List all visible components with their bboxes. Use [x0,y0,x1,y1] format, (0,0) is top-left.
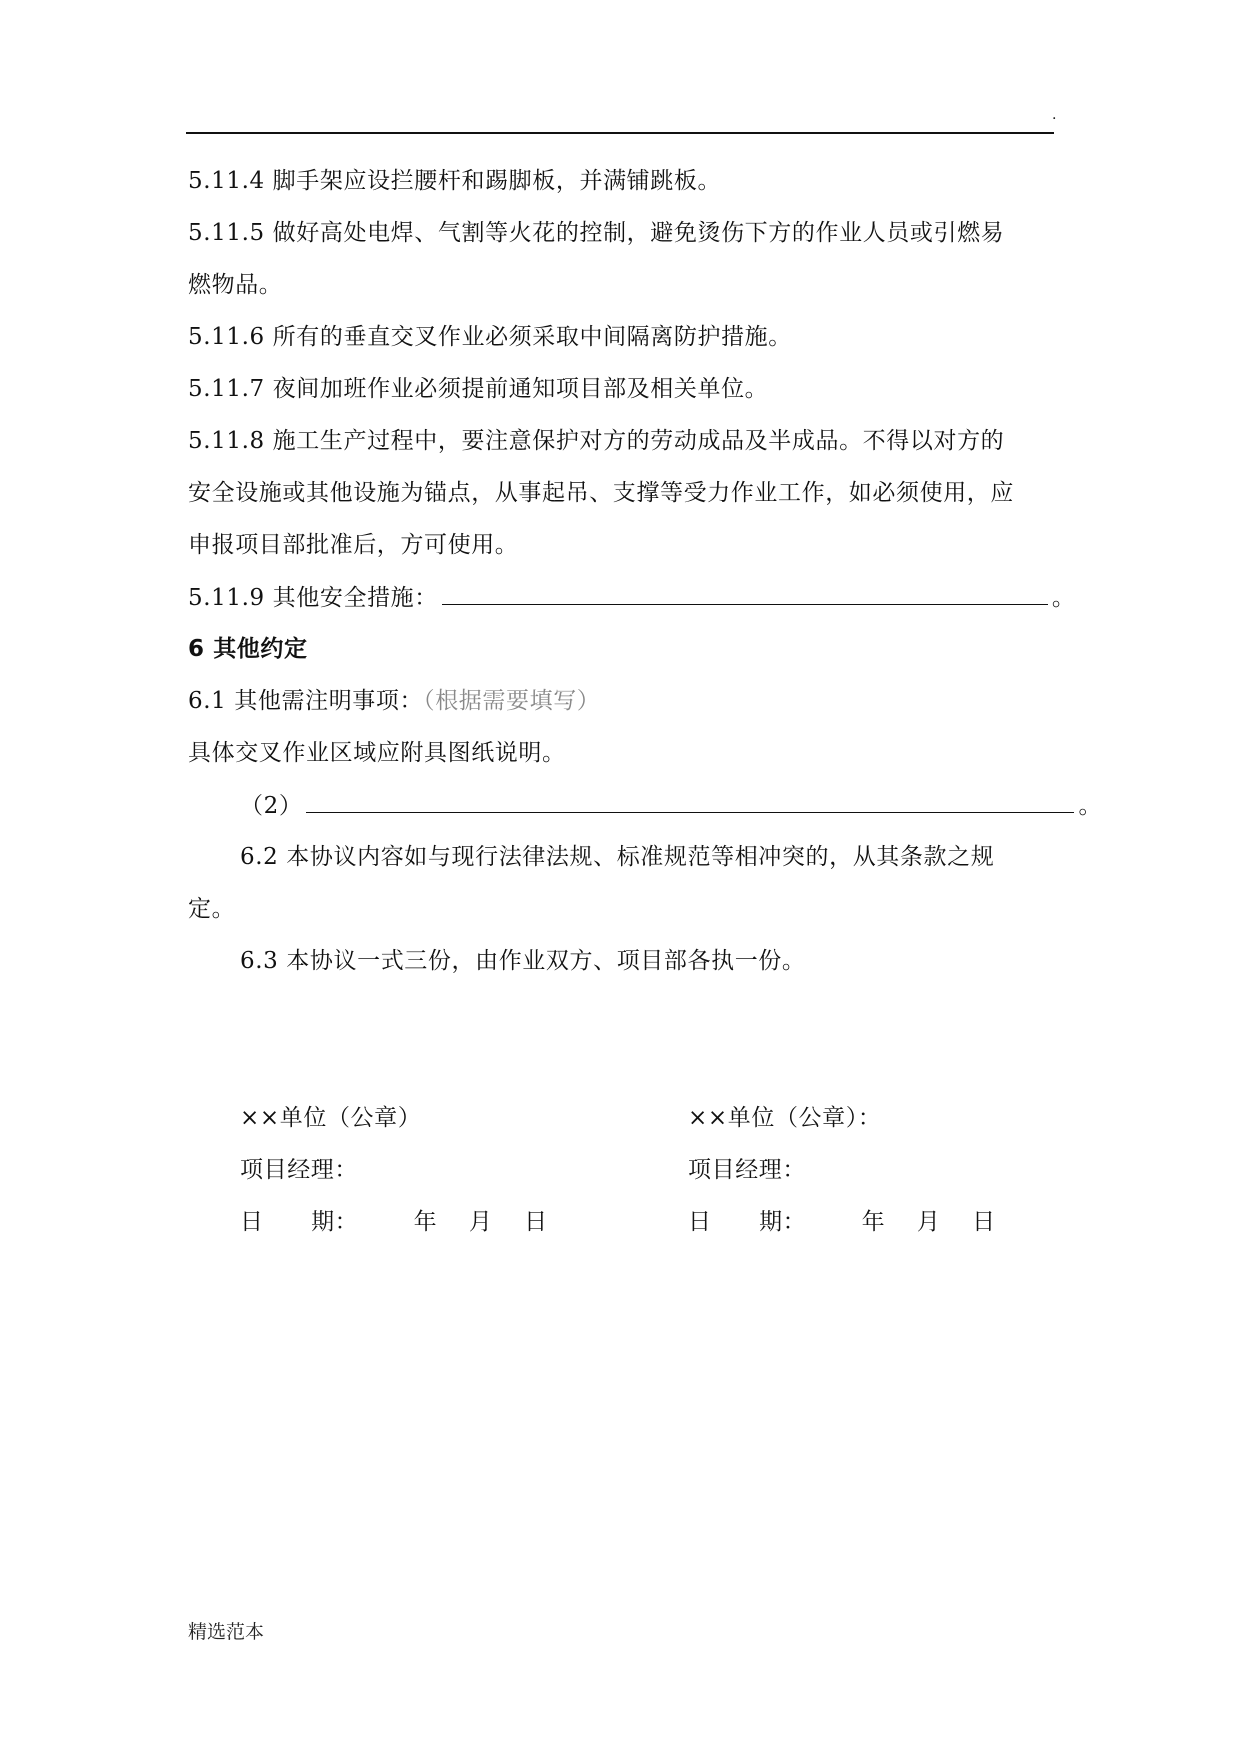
other-safety-measures-blank[interactable] [442,582,1048,605]
clause-5-11-6: 5.11.6 所有的垂直交叉作业必须采取中间隔离防护措施。 [188,324,792,350]
clause-5-11-5-line1: 5.11.5 做好高处电焊、气割等火花的控制，避免烫伤下方的作业人员或引燃易 [188,220,1005,246]
clause-6-1-label: 6.1 其他需注明事项： [188,688,424,714]
left-signature-date: 日 期： 年 月 日 [240,1209,548,1235]
clause-6-1-note: （根据需要填写） [423,688,601,714]
footer-label: 精选范本 [188,1621,265,1643]
left-signature-unit: ××单位（公章） [240,1105,422,1131]
right-signature-manager: 项目经理： [688,1157,806,1183]
item2-label: （2） [240,793,303,819]
clause-6-1 [188,686,600,716]
clause-5-11-9-period: 。 [1051,585,1076,611]
item2-period: 。 [1078,793,1103,819]
clause-6-1-item1: 具体交叉作业区域应附具图纸说明。 [188,740,566,766]
clause-6-2-line2: 定。 [188,896,236,922]
header-rule [186,132,1054,134]
clause-5-11-4: 5.11.4 脚手架应设拦腰杆和踢脚板，并满铺跳板。 [188,168,722,194]
clause-5-11-7: 5.11.7 夜间加班作业必须提前通知项目部及相关单位。 [188,376,769,402]
right-signature-unit: ××单位（公章）： [688,1105,882,1131]
section-6-heading: 6 其他约定 [188,636,308,662]
clause-5-11-9-label: 5.11.9 其他安全措施： [188,585,438,611]
clause-5-11-5-line2: 燃物品。 [188,272,283,298]
clause-5-11-8-line3: 申报项目部批准后，方可使用。 [188,532,519,558]
clause-5-11-9 [188,582,1075,613]
clause-6-1-item2 [240,790,1102,821]
right-signature-date: 日 期： 年 月 日 [688,1209,996,1235]
item2-blank[interactable] [306,790,1074,813]
clause-6-3: 6.3 本协议一式三份，由作业双方、项目部各执一份。 [240,948,806,974]
clause-6-2-line1: 6.2 本协议内容如与现行法律法规、标准规范等相冲突的，从其条款之规 [240,844,995,870]
left-signature-manager: 项目经理： [240,1157,358,1183]
clause-5-11-8-line1: 5.11.8 施工生产过程中，要注意保护对方的劳动成品及半成品。不得以对方的 [188,428,1005,454]
clause-5-11-8-line2: 安全设施或其他设施为锚点，从事起吊、支撑等受力作业工作，如必须使用，应 [188,480,1014,506]
header-dot: . [1052,107,1057,123]
